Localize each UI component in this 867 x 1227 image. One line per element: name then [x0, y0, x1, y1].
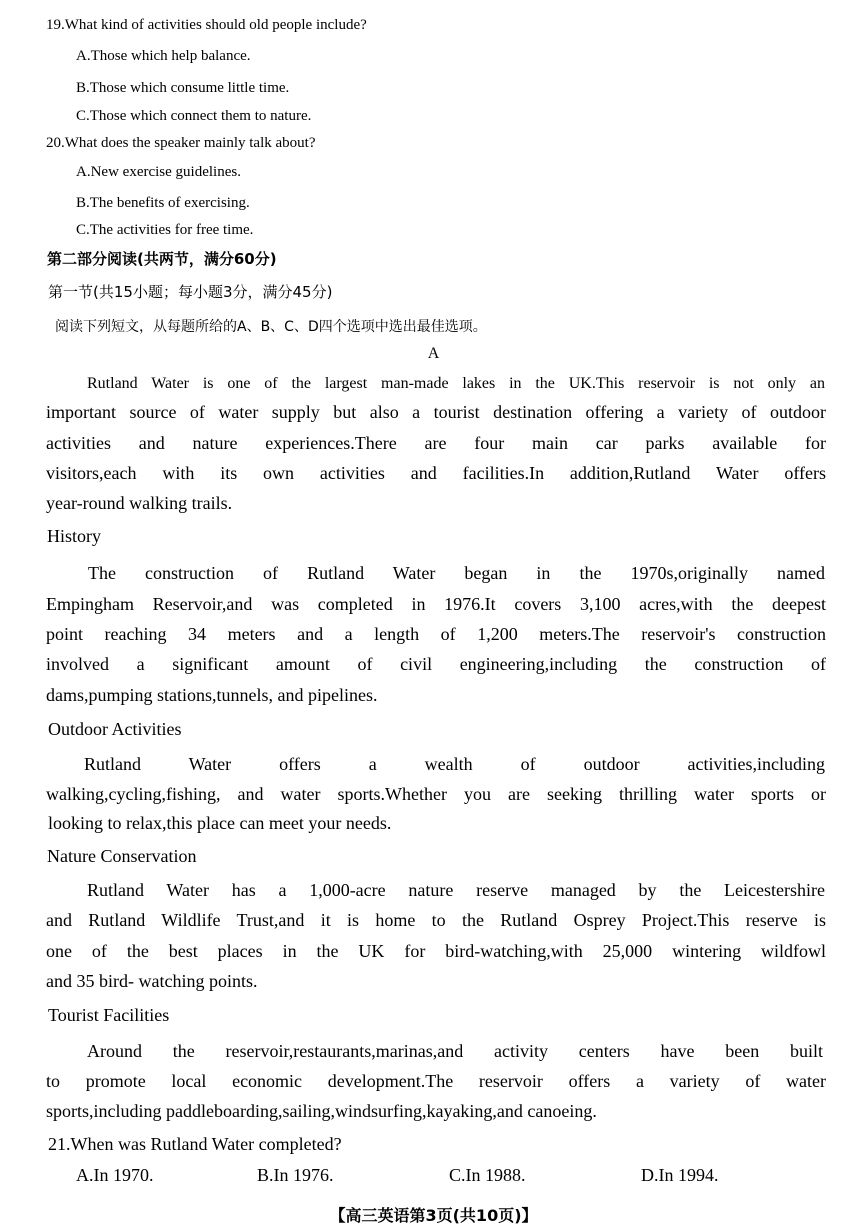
intro-line-1: Rutland Water is one of the largest man-made lakes in the UK.This reservoir is not only an [87, 375, 825, 392]
page-footer: 【高三英语第3页(共10页)】 [329, 1206, 538, 1225]
q21-options [76, 1165, 776, 1186]
history-line-1: The construction of Rutland Water began in the 1970s,originally named [88, 563, 825, 583]
nature-line-2: and Rutland Wildlife Trust,and it is home to the Rutland Osprey Project.This reserve is [46, 910, 826, 930]
q21-option-a: A.In 1970. [76, 1165, 154, 1185]
history-line-5: dams,pumping stations,tunnels, and pipelines. [46, 685, 378, 705]
q21-option-b: B.In 1976. [257, 1165, 334, 1185]
tourist-line-1: Around the reservoir,restaurants,marinas,and activity centers have been built [87, 1041, 823, 1061]
outdoor-line-3: looking to relax,this place can meet your needs. [48, 813, 392, 833]
intro-line-4: visitors,each with its own activities and facilities.In addition,Rutland Water offers [46, 463, 826, 483]
intro-line-5: year-round walking trails. [46, 493, 233, 513]
q20-option-b: B.The benefits of exercising. [76, 195, 250, 211]
q19-option-c: C.Those which connect them to nature. [76, 108, 312, 124]
tourist-heading: Tourist Facilities [48, 1005, 170, 1025]
history-heading: History [47, 526, 101, 546]
q20-option-a: A.New exercise guidelines. [76, 164, 241, 180]
passage-label: A [427, 345, 440, 362]
outdoor-line-2: walking,cycling,fishing, and water sports.Whether you are seeking thrilling water sports or [46, 784, 826, 804]
section-one-title: 第一节(共15小题；每小题3分，满分45分) [48, 283, 333, 301]
q19-option-a: A.Those which help balance. [76, 48, 251, 64]
q19-option-b: B.Those which consume little time. [76, 80, 290, 96]
nature-line-1: Rutland Water has a 1,000-acre nature reserve managed by the Leicestershire [87, 880, 825, 900]
intro-line-2: important source of water supply but also a tourist destination offering a variety of outdoor [46, 402, 826, 422]
history-line-4: involved a significant amount of civil engineering,including the construction of [46, 654, 826, 674]
question-19: 19.What kind of activities should old people include? [46, 17, 367, 33]
q20-option-c: C.The activities for free time. [76, 222, 254, 238]
history-line-3: point reaching 34 meters and a length of 1,200 meters.The reservoir's construction [46, 624, 826, 644]
reading-instruction: 阅读下列短文，从每题所给的A、B、C、D四个选项中选出最佳选项。 [55, 319, 487, 335]
history-line-2: Empingham Reservoir,and was completed in 1976.It covers 3,100 acres,with the deepest [46, 594, 826, 614]
nature-line-4: and 35 bird- watching points. [46, 971, 258, 991]
intro-line-3: activities and nature experiences.There are four main car parks available for [46, 433, 826, 453]
tourist-line-2: to promote local economic development.The reservoir offers a variety of water [46, 1071, 826, 1091]
outdoor-line-1: Rutland Water offers a wealth of outdoor activities,including [84, 754, 825, 774]
outdoor-heading: Outdoor Activities [48, 719, 182, 739]
question-20: 20.What does the speaker mainly talk about? [46, 135, 316, 151]
nature-heading: Nature Conservation [47, 846, 197, 866]
tourist-line-3: sports,including paddleboarding,sailing,windsurfing,kayaking,and canoeing. [46, 1101, 597, 1121]
q21-option-d: D.In 1994. [641, 1165, 719, 1185]
q21-option-c: C.In 1988. [449, 1165, 526, 1185]
part-two-title: 第二部分阅读(共两节，满分60分) [47, 250, 277, 268]
question-21: 21.When was Rutland Water completed? [48, 1134, 342, 1154]
nature-line-3: one of the best places in the UK for bird-watching,with 25,000 wintering wildfowl [46, 941, 826, 961]
